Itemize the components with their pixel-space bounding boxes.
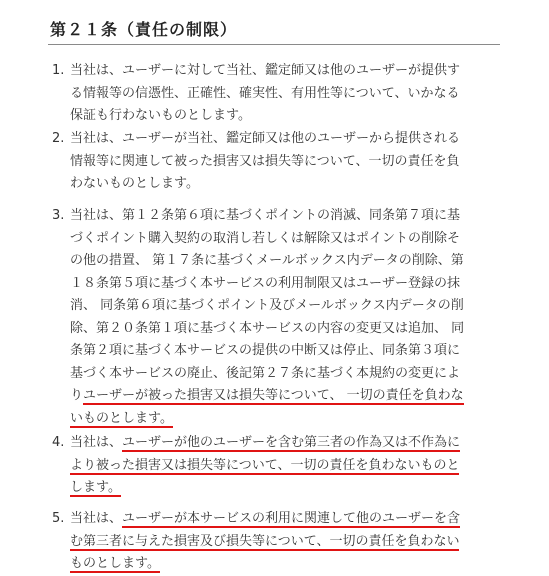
clause-line xyxy=(70,318,500,341)
clause-phrase: 当社は、第１２条第６項に基づくポイントの消滅、同条第７項に基 xyxy=(70,208,461,223)
clause-line xyxy=(70,250,500,273)
clause-text xyxy=(70,508,500,576)
clause-phrase: １８条第５項に基づく本サービスの利用制限又はユーザー登録の抹 xyxy=(70,275,461,291)
clause-number: 5. xyxy=(52,511,65,526)
clause-line xyxy=(70,508,500,531)
clause-line xyxy=(70,363,500,386)
clause-phrase: づくポイント購入契約の取消し若しくは解除又はポイントの削除そ xyxy=(70,230,461,246)
clause-number: 1. xyxy=(52,63,65,78)
clause-line xyxy=(70,477,500,500)
clause-phrase: 条第２項に基づく本サービスの提供の中断又は停止、同条第３項に xyxy=(70,343,461,358)
clause-line xyxy=(70,385,500,408)
clause-phrase: 当社は、ユーザーが当社、鑑定師又は他のユーザーから提供される xyxy=(70,131,461,146)
clause-number: 2. xyxy=(52,131,65,146)
clause-line xyxy=(70,531,500,554)
clause-line xyxy=(70,83,500,106)
clause-line xyxy=(70,128,500,151)
underlined-phrase: より被った損害又は損失等について、一切の責任を負わないものと xyxy=(70,457,460,473)
clause-phrase: 当社は、ユーザーに対して当社、鑑定師又は他のユーザーが提供す xyxy=(70,63,461,78)
clause-phrase: わないものとします。 xyxy=(70,176,199,191)
clause-line xyxy=(70,432,500,455)
clause-phrase: る情報等の信憑性、正確性、確実性、有用性等について、いかなる xyxy=(70,85,460,101)
clause-text xyxy=(70,205,500,430)
clause-phrase: 保証も行わないものとします。 xyxy=(70,108,251,123)
clause-line xyxy=(70,553,500,576)
clause-line xyxy=(70,173,500,196)
clause-text xyxy=(70,60,500,128)
underlined-phrase: ユーザーが他のユーザーを含む第三者の作為又は不作為に xyxy=(122,435,461,450)
clause-line xyxy=(70,105,500,128)
clause-phrase: 情報等に関連して被った損害又は損失等について、一切の責任を負 xyxy=(70,153,460,169)
clause-text xyxy=(70,128,500,196)
clause-line xyxy=(70,408,500,431)
clause-text xyxy=(70,432,500,500)
clause-line xyxy=(70,228,500,251)
underlined-phrase: ものとします。 xyxy=(70,556,160,571)
underlined-phrase: ユーザーが被った損害又は損失等について、 一切の責任を負わな xyxy=(83,388,464,403)
clause-phrase: 当社は、 xyxy=(70,511,123,526)
underlined-phrase: します。 xyxy=(70,480,121,495)
clause-phrase: の他の措置、 第１７条に基づくメールボックス内データの削除、第 xyxy=(70,253,464,268)
underlined-phrase: ユーザーが本サービスの利用に関連して他のユーザーを含 xyxy=(122,511,461,526)
heading-divider xyxy=(48,44,500,45)
clause-line xyxy=(70,151,500,174)
clause-line xyxy=(70,455,500,478)
clause-line xyxy=(70,295,500,318)
clause-line xyxy=(70,273,500,296)
article-heading: 第２１条（責任の制限） xyxy=(50,20,238,39)
clause-phrase: 除、第２０条第１項に基づく本サービスの内容の変更又は追加、 同 xyxy=(70,320,465,336)
clause-phrase: り xyxy=(70,388,84,403)
clause-phrase: 当社は、 xyxy=(70,435,123,450)
underlined-phrase: いものとします。 xyxy=(70,410,173,426)
clause-phrase: 消、 同条第６項に基づくポイント及びメールボックス内データの削 xyxy=(70,298,464,313)
underlined-phrase: む第三者に与えた損害及び損失等について、一切の責任を負わない xyxy=(70,533,460,549)
clause-number: 3. xyxy=(52,208,65,223)
clause-line xyxy=(70,60,500,83)
clause-phrase: 基づく本サービスの廃止、後記第２７条に基づく本規約の変更によ xyxy=(70,365,461,381)
clause-number: 4. xyxy=(52,435,65,450)
clause-line xyxy=(70,205,500,228)
clause-line xyxy=(70,340,500,363)
